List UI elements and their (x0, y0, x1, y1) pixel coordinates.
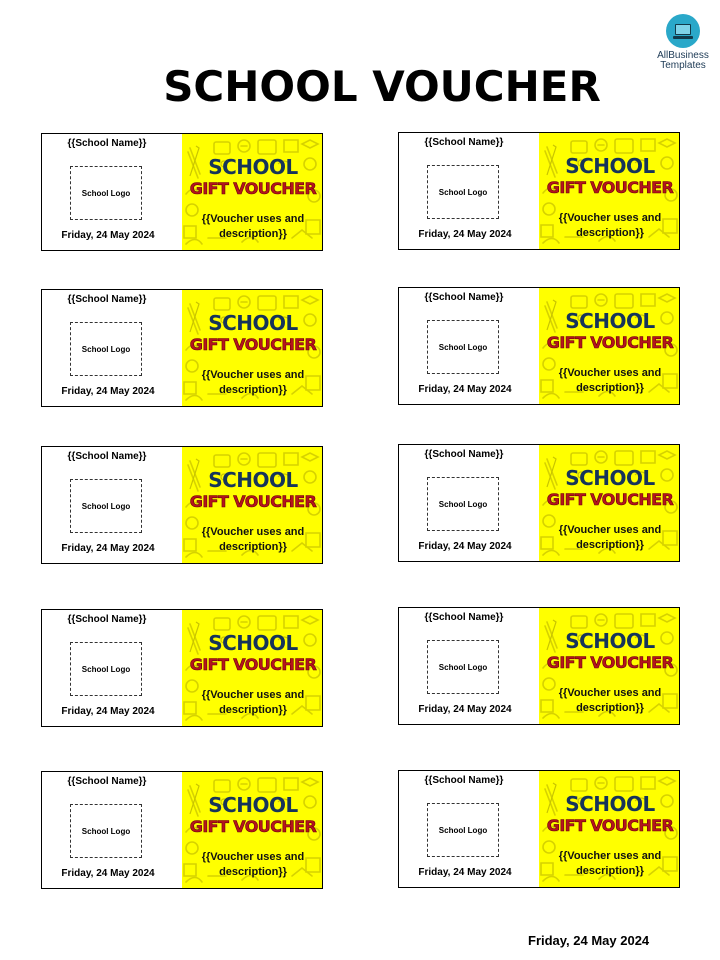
voucher-card (398, 607, 680, 725)
school-name-placeholder[interactable]: {{School Name}} (67, 614, 147, 625)
school-logo-label: School Logo (81, 188, 131, 198)
voucher-left-panel (42, 447, 182, 563)
school-logo-label: School Logo (81, 826, 131, 836)
voucher-date: Friday, 24 May 2024 (61, 230, 155, 241)
school-name-placeholder[interactable]: {{School Name}} (67, 294, 147, 305)
voucher-description[interactable]: {{Voucher uses and description}} (558, 524, 662, 551)
voucher-gift-heading: GIFT VOUCHER (189, 492, 317, 511)
voucher-description[interactable]: {{Voucher uses and description}} (558, 212, 662, 239)
school-name-placeholder[interactable]: {{School Name}} (67, 138, 147, 149)
voucher-left-panel (399, 608, 539, 724)
school-logo-label: School Logo (438, 187, 488, 197)
voucher-description[interactable]: {{Voucher uses and description}} (558, 367, 662, 394)
school-name-placeholder[interactable]: {{School Name}} (424, 775, 504, 786)
school-name-placeholder[interactable]: {{School Name}} (424, 137, 504, 148)
voucher-left-panel (399, 288, 539, 404)
voucher-banner (182, 610, 323, 727)
voucher-left-panel (42, 772, 182, 888)
school-name-placeholder[interactable]: {{School Name}} (424, 612, 504, 623)
voucher-banner (539, 608, 680, 725)
voucher-school-heading: SCHOOL (208, 155, 298, 179)
school-logo-label: School Logo (438, 499, 488, 509)
school-logo-placeholder[interactable] (427, 320, 499, 374)
school-logo-placeholder[interactable] (70, 642, 142, 696)
voucher-banner (182, 134, 323, 251)
voucher-description[interactable]: {{Voucher uses and description}} (201, 689, 305, 716)
voucher-gift-heading: GIFT VOUCHER (189, 817, 317, 836)
school-name-placeholder[interactable]: {{School Name}} (67, 451, 147, 462)
voucher-banner (182, 772, 323, 889)
school-logo-placeholder[interactable] (427, 640, 499, 694)
voucher-banner (539, 288, 680, 405)
school-logo-label: School Logo (438, 342, 488, 352)
voucher-banner (182, 290, 323, 407)
voucher-school-heading: SCHOOL (565, 792, 655, 816)
voucher-date: Friday, 24 May 2024 (61, 868, 155, 879)
footer-date: Friday, 24 May 2024 (528, 933, 650, 948)
school-name-placeholder[interactable]: {{School Name}} (424, 292, 504, 303)
school-logo-placeholder[interactable] (427, 803, 499, 857)
school-logo-placeholder[interactable] (70, 322, 142, 376)
voucher-date: Friday, 24 May 2024 (418, 704, 512, 715)
voucher-gift-heading: GIFT VOUCHER (189, 179, 317, 198)
voucher-description[interactable]: {{Voucher uses and description}} (558, 687, 662, 714)
voucher-banner (182, 447, 323, 564)
voucher-banner (539, 133, 680, 250)
voucher-left-panel (42, 290, 182, 406)
voucher-banner (539, 445, 680, 562)
voucher-date: Friday, 24 May 2024 (418, 541, 512, 552)
voucher-description[interactable]: {{Voucher uses and description}} (201, 213, 305, 240)
voucher-date: Friday, 24 May 2024 (418, 867, 512, 878)
school-logo-placeholder[interactable] (70, 479, 142, 533)
school-logo-label: School Logo (438, 662, 488, 672)
voucher-date: Friday, 24 May 2024 (61, 386, 155, 397)
voucher-left-panel (42, 134, 182, 250)
voucher-date: Friday, 24 May 2024 (61, 706, 155, 717)
voucher-date: Friday, 24 May 2024 (418, 384, 512, 395)
school-logo-placeholder[interactable] (427, 477, 499, 531)
school-logo-placeholder[interactable] (70, 166, 142, 220)
voucher-card (41, 771, 323, 889)
voucher-gift-heading: GIFT VOUCHER (546, 653, 674, 672)
school-logo-label: School Logo (81, 664, 131, 674)
voucher-description[interactable]: {{Voucher uses and description}} (201, 526, 305, 553)
voucher-description[interactable]: {{Voucher uses and description}} (558, 850, 662, 877)
school-logo-label: School Logo (81, 344, 131, 354)
voucher-school-heading: SCHOOL (208, 793, 298, 817)
page-title: SCHOOL VOUCHER (163, 62, 601, 111)
voucher-card (398, 770, 680, 888)
voucher-school-heading: SCHOOL (208, 631, 298, 655)
voucher-card (398, 132, 680, 250)
voucher-gift-heading: GIFT VOUCHER (546, 178, 674, 197)
school-logo-label: School Logo (81, 501, 131, 511)
school-name-placeholder[interactable]: {{School Name}} (67, 776, 147, 787)
voucher-card (41, 133, 323, 251)
voucher-card (41, 289, 323, 407)
voucher-description[interactable]: {{Voucher uses and description}} (201, 369, 305, 396)
voucher-card (398, 287, 680, 405)
voucher-left-panel (399, 771, 539, 887)
voucher-school-heading: SCHOOL (208, 311, 298, 335)
voucher-school-heading: SCHOOL (565, 466, 655, 490)
brand-name: AllBusiness Templates (657, 50, 709, 71)
voucher-left-panel (399, 445, 539, 561)
voucher-left-panel (399, 133, 539, 249)
voucher-gift-heading: GIFT VOUCHER (546, 333, 674, 352)
voucher-description[interactable]: {{Voucher uses and description}} (201, 851, 305, 878)
voucher-gift-heading: GIFT VOUCHER (546, 816, 674, 835)
voucher-gift-heading: GIFT VOUCHER (189, 335, 317, 354)
voucher-banner (539, 771, 680, 888)
voucher-date: Friday, 24 May 2024 (61, 543, 155, 554)
school-logo-placeholder[interactable] (70, 804, 142, 858)
voucher-school-heading: SCHOOL (565, 154, 655, 178)
voucher-school-heading: SCHOOL (565, 629, 655, 653)
voucher-gift-heading: GIFT VOUCHER (546, 490, 674, 509)
voucher-gift-heading: GIFT VOUCHER (189, 655, 317, 674)
school-logo-placeholder[interactable] (427, 165, 499, 219)
school-name-placeholder[interactable]: {{School Name}} (424, 449, 504, 460)
voucher-left-panel (42, 610, 182, 726)
voucher-card (41, 609, 323, 727)
voucher-school-heading: SCHOOL (208, 468, 298, 492)
voucher-school-heading: SCHOOL (565, 309, 655, 333)
voucher-card (398, 444, 680, 562)
voucher-card (41, 446, 323, 564)
school-logo-label: School Logo (438, 825, 488, 835)
voucher-date: Friday, 24 May 2024 (418, 229, 512, 240)
laptop-icon (666, 14, 700, 48)
